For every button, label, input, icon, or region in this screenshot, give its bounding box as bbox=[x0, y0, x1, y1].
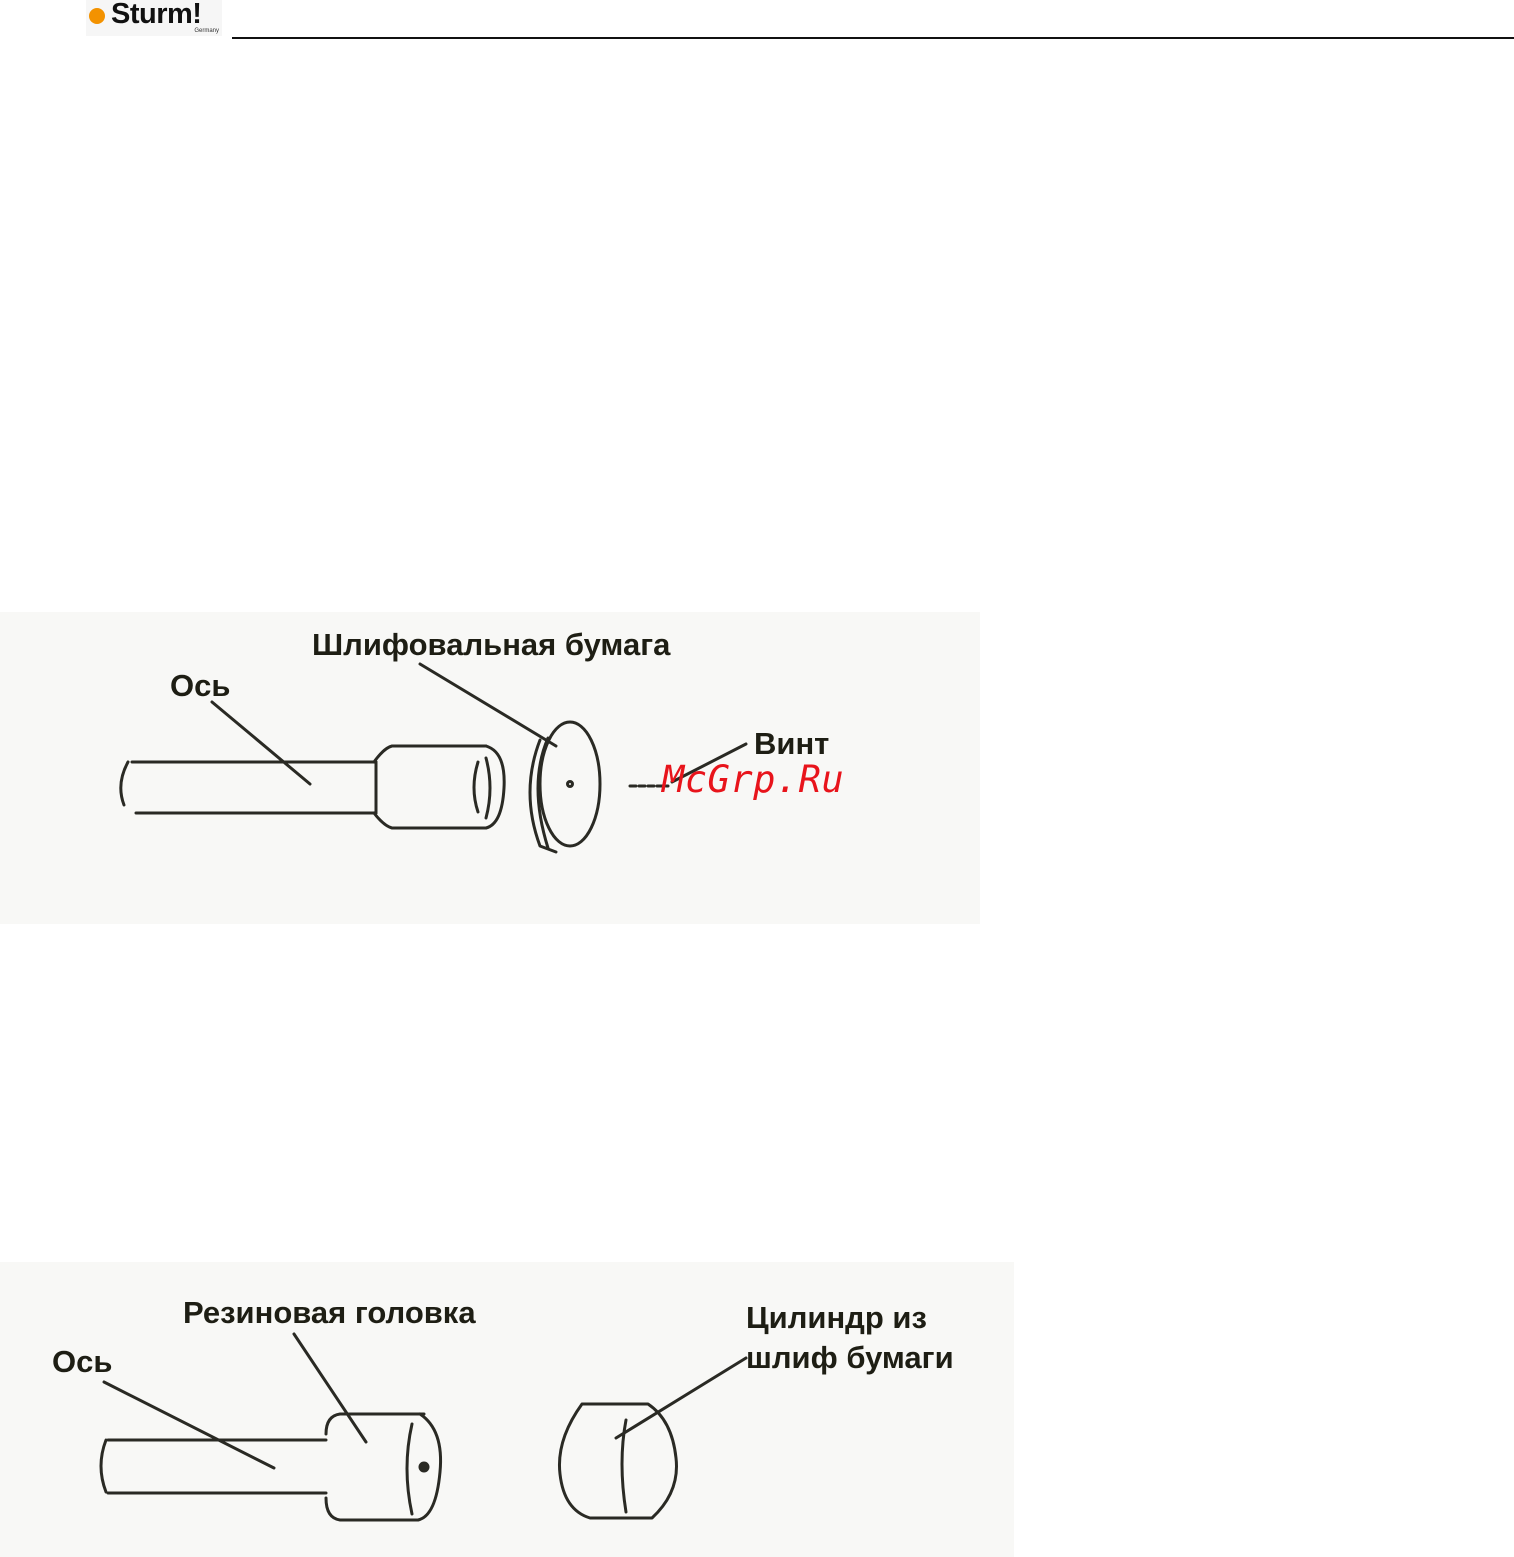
logo-subtitle: Germany bbox=[194, 28, 219, 34]
label-cylinder-line2: шлиф бумаги bbox=[746, 1340, 954, 1375]
header-rule bbox=[232, 37, 1514, 39]
label-axis: Ось bbox=[170, 668, 231, 703]
label-cylinder-line1: Цилиндр из bbox=[746, 1300, 927, 1335]
label-sanding-paper: Шлифовальная бумага bbox=[312, 627, 671, 662]
watermark-text: McGrp.Ru bbox=[662, 758, 845, 801]
label-rubber-head: Резиновая головка bbox=[183, 1295, 476, 1330]
sturm-logo bbox=[86, 0, 222, 36]
rubber-head-hole bbox=[420, 1463, 428, 1471]
page-header bbox=[0, 0, 1514, 40]
logo-brand-text: Sturm! bbox=[111, 0, 202, 30]
logo-dot-icon bbox=[89, 8, 105, 24]
figure-sanding-cylinder bbox=[0, 1262, 1014, 1557]
label-axis-2: Ось bbox=[52, 1344, 113, 1379]
label-screw: Винт bbox=[754, 726, 830, 761]
